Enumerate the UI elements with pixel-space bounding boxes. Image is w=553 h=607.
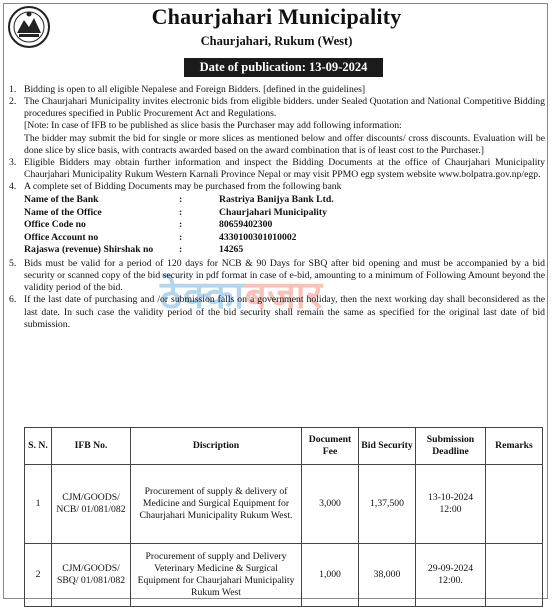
cell-fee: 1,000 xyxy=(302,544,359,607)
col-header-sn: S. N. xyxy=(25,428,52,465)
col-header-ifb: IFB No. xyxy=(52,428,131,465)
bank-key: Rajaswa (revenue) Shirshak no xyxy=(24,244,154,256)
col-header-security: Bid Security xyxy=(359,428,416,465)
bank-value: Chaurjahari Municipality xyxy=(219,206,327,218)
item-text: The Chaurjahari Municipality invites electronic bids from eligible bidders. under Sealed Quotation and National Competitive Bidding procedures specified in Public Procurement Act and Regulations. xyxy=(24,96,545,120)
item-text: If the last date of purchasing and /or submission falls on a government holiday, then the next working day shall beconsidered as the last date. In such case the validity period of the bid security shall remain the same as specified for the original last date of bid submission. xyxy=(24,294,545,330)
item-text: [Note: In case of IFB to be published as slice basis the Purchaser may add following information: xyxy=(24,120,402,132)
bank-value: 80659402300 xyxy=(219,219,273,231)
bank-row xyxy=(24,219,545,232)
cell-ifb: CJM/GOODS/ NCB/ 01/081/082 xyxy=(52,465,131,544)
cell-security: 38,000 xyxy=(359,544,416,607)
bank-row xyxy=(24,232,545,245)
bank-value: Rastriya Banijya Bank Ltd. xyxy=(219,194,334,206)
bank-row xyxy=(24,207,545,220)
deadline-date: 29-09-2024 xyxy=(427,563,474,574)
item-number xyxy=(9,133,24,157)
cell-remarks xyxy=(486,465,543,544)
deadline-date: 13-10-2024 xyxy=(427,492,474,503)
page-subtitle: Chaurjahari, Rukum (West) xyxy=(200,34,353,48)
item-number: 2. xyxy=(9,96,17,108)
bank-key: Office Code no xyxy=(24,219,86,231)
bid-table xyxy=(24,427,543,607)
bank-key: Name of the Office xyxy=(24,206,102,218)
bank-row xyxy=(24,244,545,257)
item-number: 3. xyxy=(9,156,17,168)
table-header-row xyxy=(25,428,543,465)
cell-deadline xyxy=(416,544,486,607)
watermark-part2: बजार xyxy=(244,273,324,317)
cell-sn: 2 xyxy=(25,544,52,607)
list-item xyxy=(9,294,545,330)
item-number: 1. xyxy=(9,84,17,95)
list-item xyxy=(9,133,545,157)
bank-colon: : xyxy=(179,194,183,206)
cell-security: 1,37,500 xyxy=(359,465,416,544)
item-number: 6. xyxy=(9,294,17,306)
cell-fee: 3,000 xyxy=(302,465,359,544)
page-title: Chaurjahari Municipality xyxy=(151,4,402,29)
list-item xyxy=(9,157,545,181)
list-item xyxy=(9,96,545,120)
item-text: Bids must be valid for a period of 120 days for NCB & 90 Days for SBQ after bid opening and must be accompanied by a bid security or scanned copy of the bid security in pdf format in case of e-bid, amounting to a minimum of Following Amount beyond the validity period of the bid. xyxy=(24,257,545,294)
cell-description: Procurement of supply and Delivery Veterinary Medicine & Surgical Equipment for Chaurjahari Municipality Rukum West xyxy=(131,544,302,607)
item-number: 4. xyxy=(9,181,17,193)
bank-key: Office Account no xyxy=(24,231,99,243)
bank-colon: : xyxy=(179,231,183,243)
item-text: A complete set of Bidding Documents may be purchased from the following bank xyxy=(24,181,342,193)
item-number xyxy=(9,120,24,132)
col-header-remarks: Remarks xyxy=(486,428,543,465)
col-header-deadline: Submission Deadline xyxy=(416,428,486,465)
bank-key: Name of the Bank xyxy=(24,194,99,206)
list-item xyxy=(9,120,545,132)
bank-row xyxy=(24,194,545,207)
cell-ifb: CJM/GOODS/ SBQ/ 01/081/082 xyxy=(52,544,131,607)
col-header-description: Discription xyxy=(131,428,302,465)
item-number: 5. xyxy=(9,257,17,269)
notice-body xyxy=(9,84,545,331)
list-item xyxy=(9,258,545,294)
table-row xyxy=(25,544,543,607)
item-text: Eligible Bidders may obtain further information and inspect the Bidding Documents at the office of Chaurjahari Municipality Chaurjahari Municipality Rukum Western Karnali Province Nepal or may visit PPMO egp system website www.bolpatra.gov.np/egp. xyxy=(24,156,545,181)
bank-colon: : xyxy=(179,206,183,218)
cell-description: Procurement of supply & delivery of Medicine and Surgical Equipment for Chaurjahari Municipality Rukum West. xyxy=(131,465,302,544)
col-header-fee: Document Fee xyxy=(302,428,359,465)
cell-deadline xyxy=(416,465,486,544)
bank-value: 14265 xyxy=(219,244,244,256)
bank-details xyxy=(24,194,545,257)
bank-colon: : xyxy=(179,244,183,256)
list-item xyxy=(9,181,545,193)
item-text: Bidding is open to all eligible Nepalese and Foreign Bidders. [defined in the guidelines] xyxy=(24,84,366,95)
bank-value: 4330100301010002 xyxy=(219,231,297,243)
deadline-time: 12:00 xyxy=(439,504,462,515)
bank-colon: : xyxy=(179,219,183,231)
cell-sn: 1 xyxy=(25,465,52,544)
publication-date-banner: Date of publication: 13-09-2024 xyxy=(184,58,383,77)
table-row xyxy=(25,465,543,544)
list-item xyxy=(9,84,545,96)
cell-remarks xyxy=(486,544,543,607)
watermark-part1: ठेक्का xyxy=(160,273,245,317)
item-text: The bidder may submit the bid for single or more slices as mentioned below and offer discounts/ cross discounts. Evaluation will be done slice by slice basis, with contracts awarded based on the award combination that is of least cost to the Purchaser.] xyxy=(24,132,545,156)
deadline-time: 12:00. xyxy=(438,575,463,586)
